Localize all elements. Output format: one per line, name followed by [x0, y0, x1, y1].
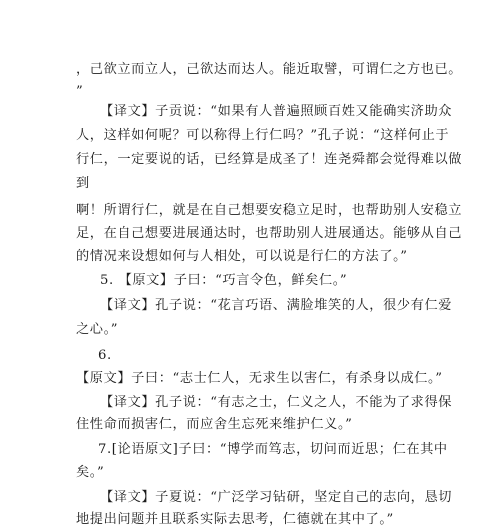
- text-line: 到: [76, 176, 90, 191]
- text-line: ，己欲立而立人，己欲达而达人。能近取譬，可谓仁之方也已。: [76, 62, 463, 77]
- section-number: 6.: [98, 348, 112, 363]
- text-line: 【原文】子曰：“志士仁人，无求生以害仁，有杀身以成仁。”: [76, 371, 443, 386]
- text-line: 【译文】子夏说：“广泛学习钻研，坚定自己的志向，恳切: [100, 490, 453, 505]
- section-heading: 5. 【原文】子曰：“巧言令色，鲜矣仁。”: [100, 273, 348, 288]
- text-line: 【译文】子贡说：“如果有人普遍照顾百姓又能确实济助众: [100, 104, 453, 119]
- text-line: 啊！所谓行仁，就是在自己想要安稳立足时，也帮助别人安稳立: [76, 203, 463, 218]
- text-line-partial: 地提出问题并且联系实际去思考，仁德就在其中了。”: [76, 512, 394, 527]
- text-line: 行仁，一定要说的话，已经算是成圣了！连尧舜都会觉得难以做: [76, 152, 463, 167]
- text-line: ”: [76, 84, 84, 99]
- text-line: 足，在自己想要进展通达时，也帮助别人进展通达。能够从自己: [76, 226, 463, 241]
- text-line: 人，这样如何呢？可以称得上行仁吗？”孔子说：“这样何止于: [76, 128, 450, 143]
- text-line: 的情况来设想如何与人相处，可以说是行仁的方法了。”: [76, 249, 408, 264]
- text-line: 【译文】孔子说：“花言巧语、满脸堆笑的人，很少有仁爱: [100, 298, 453, 313]
- text-line: 矣。”: [76, 465, 105, 480]
- text-line: 住性命而损害仁，而应舍生忘死来维护仁义。”: [76, 417, 353, 432]
- text-line: 之心。”: [76, 322, 119, 337]
- text-line: 【译文】孔子说：“有志之士，仁义之人，不能为了求得保: [100, 395, 453, 410]
- section-heading: 7.[论语原文]子曰：“博学而笃志，切问而近思；仁在其中: [98, 442, 448, 457]
